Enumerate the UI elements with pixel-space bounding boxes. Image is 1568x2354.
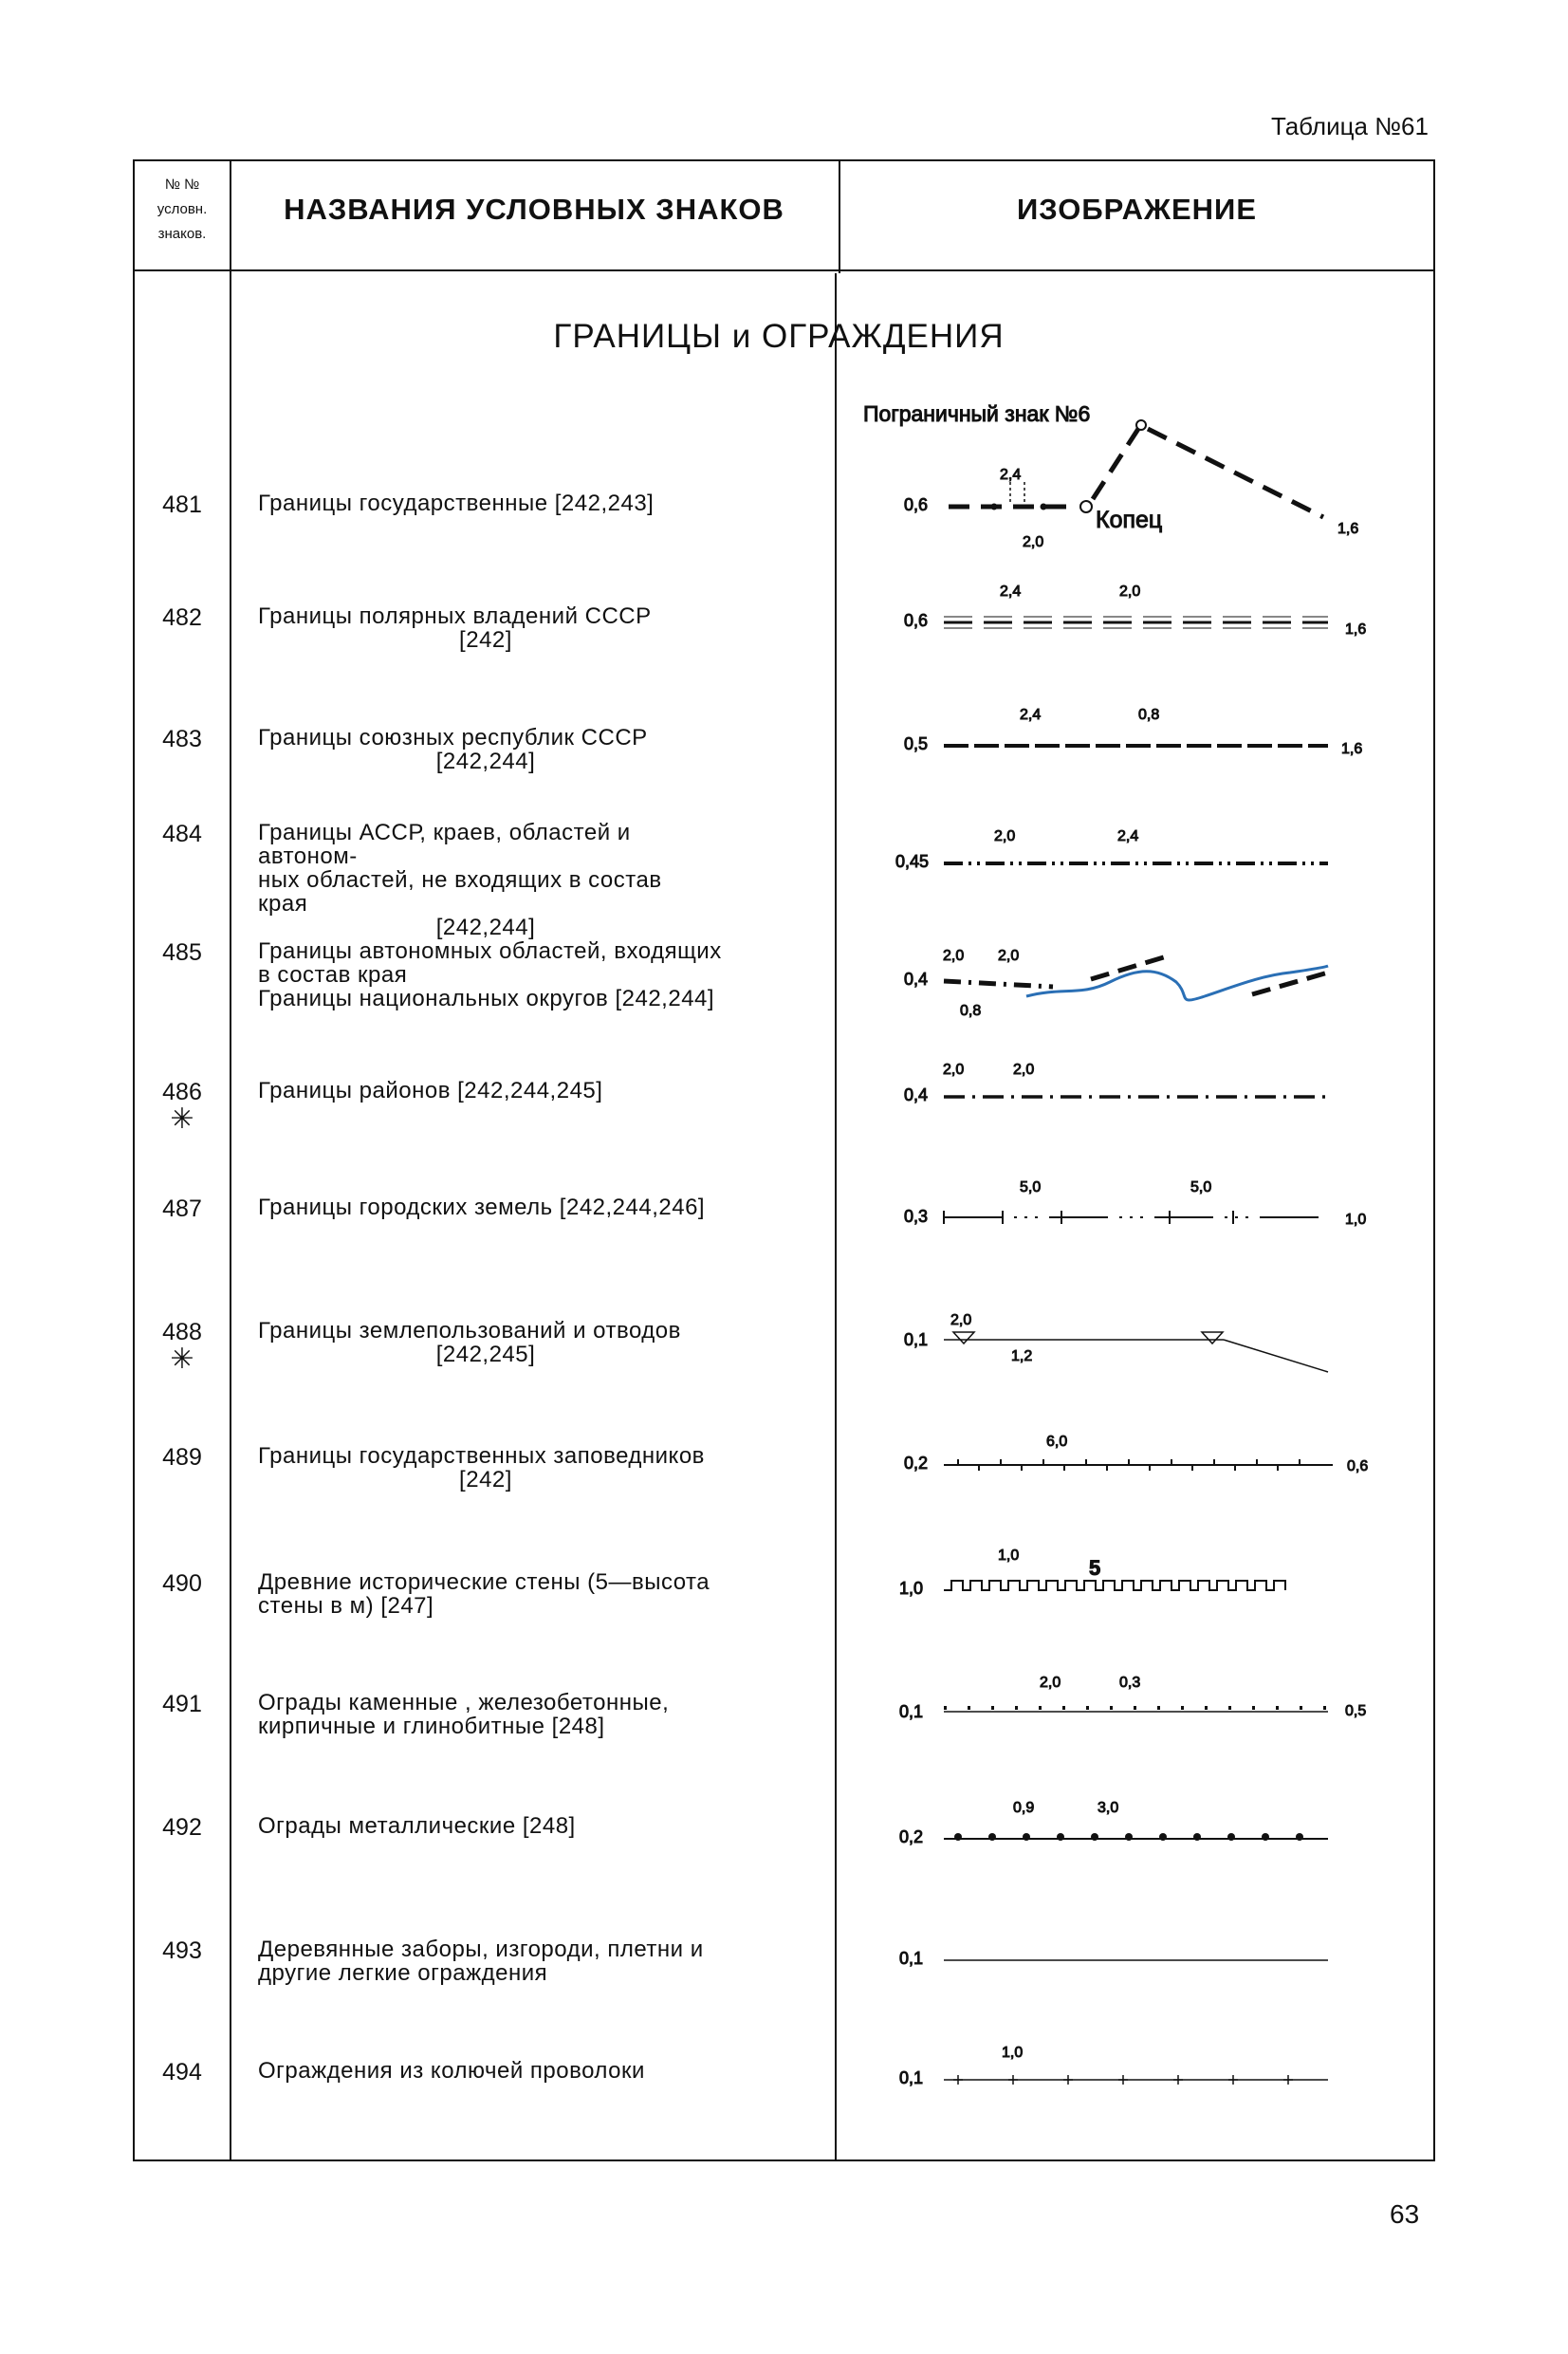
- row-name-line: Границы полярных владений СССР: [258, 603, 652, 629]
- symbol-489: [904, 1434, 1368, 1474]
- symbol-484: [895, 828, 1328, 871]
- dim-label: 2,0: [998, 948, 1020, 964]
- row-number: 489: [162, 1444, 202, 1471]
- header-num-line1: № №: [164, 176, 200, 193]
- symbol-482: [904, 584, 1366, 638]
- dim-label: 5,0: [1020, 1179, 1042, 1196]
- line-width-label: 0,5: [904, 734, 929, 753]
- row-number: 493: [162, 1937, 202, 1964]
- dim-label: 6,0: [1046, 1434, 1068, 1450]
- header-image-column: ИЗОБРАЖЕНИЕ: [1016, 193, 1258, 226]
- page-number: 63: [1390, 2199, 1420, 2229]
- row-name-line: [242]: [459, 1467, 512, 1492]
- row-name-line: Ограждения из колючей проволоки: [258, 2058, 645, 2084]
- row-name-line: Границы государственные [242,243]: [258, 491, 655, 516]
- row-name-line: стены в м) [247]: [258, 1593, 434, 1619]
- row-name-line: Границы союзных республик СССР: [258, 725, 648, 751]
- row-name-line: [242]: [459, 627, 512, 653]
- dim-label: 1,2: [1011, 1348, 1033, 1364]
- line-width-label: 0,1: [899, 2068, 924, 2087]
- asterisk-mark: ✳: [170, 1103, 194, 1135]
- dim-label: 1,6: [1345, 621, 1367, 638]
- line-width-label: 0,45: [895, 852, 930, 871]
- dim-label: 1,6: [1337, 521, 1359, 537]
- kopets-label: Копец: [1096, 507, 1163, 533]
- dim-label: 2,0: [1040, 1675, 1061, 1691]
- row-number: 487: [162, 1196, 202, 1222]
- dim-label: 0,5: [1345, 1703, 1367, 1719]
- symbol-483: [904, 707, 1362, 757]
- row-number: 491: [162, 1691, 202, 1717]
- line-width-label: 0,1: [904, 1330, 929, 1349]
- row-name-line: ных областей, не входящих в состав края: [258, 867, 662, 917]
- dim-label: 0,8: [960, 1003, 982, 1019]
- row-name-line: Границы национальных округов [242,244]: [258, 986, 715, 1011]
- line-width-label: 0,4: [904, 970, 929, 989]
- dim-label: 0,3: [1119, 1675, 1141, 1691]
- row-number: 488: [162, 1319, 202, 1345]
- asterisk-mark: ✳: [170, 1344, 194, 1375]
- line-width-label: 1,0: [899, 1579, 924, 1598]
- row-name-line: Границы районов [242,244,245]: [258, 1078, 603, 1103]
- dim-label: 2,0: [1023, 534, 1044, 550]
- border-sign-label: Пограничный знак №6: [863, 401, 1091, 426]
- dim-label: 2,0: [943, 948, 965, 964]
- symbol-481: [863, 401, 1358, 550]
- dim-label: 2,4: [1000, 584, 1022, 600]
- symbol-486: [904, 1062, 1328, 1104]
- dim-label: 2,0: [1013, 1062, 1035, 1078]
- wall-height-label: 5: [1089, 1556, 1101, 1580]
- dim-label: 2,0: [994, 828, 1016, 844]
- dim-label: 2,4: [1117, 828, 1139, 844]
- header-num-line3: знаков.: [157, 226, 207, 242]
- dim-label: 2,0: [1119, 584, 1141, 600]
- dim-label: 2,0: [943, 1062, 965, 1078]
- row-number: 486: [162, 1079, 202, 1105]
- row-name-line: Границы АССР, краев, областей и автоном-: [258, 820, 631, 869]
- row-number: 482: [162, 604, 202, 631]
- header-num-line2: условн.: [157, 201, 208, 217]
- symbol-487: [904, 1179, 1366, 1228]
- section-title: ГРАНИЦЫ и ОГРАЖДЕНИЯ: [553, 318, 1005, 355]
- row-number: 485: [162, 939, 202, 966]
- dim-label: 0,9: [1013, 1800, 1035, 1816]
- row-name-line: [242,245]: [435, 1342, 536, 1367]
- dim-label: 5,0: [1190, 1179, 1212, 1196]
- row-name-line: Границы землепользований и отводов: [258, 1318, 681, 1344]
- dim-label: 1,6: [1341, 741, 1363, 757]
- row-number: 492: [162, 1814, 202, 1841]
- symbol-494: [899, 2045, 1328, 2087]
- line-width-label: 0,2: [899, 1827, 924, 1846]
- header-names-column: НАЗВАНИЯ УСЛОВНЫХ ЗНАКОВ: [284, 193, 784, 226]
- dim-label: 1,0: [1345, 1212, 1367, 1228]
- dim-label: 2,4: [1000, 467, 1022, 483]
- table-label: Таблица №61: [1271, 112, 1429, 140]
- symbol-492: [899, 1800, 1328, 1846]
- row-name-line: [242,244]: [435, 749, 536, 774]
- line-width-label: 0,6: [904, 495, 929, 514]
- row-name-line: кирпичные и глинобитные [248]: [258, 1714, 605, 1739]
- dim-label: 0,8: [1138, 707, 1160, 723]
- row-number: 490: [162, 1570, 202, 1597]
- row-name-line: Деревянные заборы, изгороди, плетни и: [258, 1937, 704, 1962]
- row-name-line: Границы автономных областей, входящих: [258, 938, 722, 964]
- dim-label: 2,4: [1020, 707, 1042, 723]
- river-line: [1026, 966, 1328, 1000]
- row-name-line: [242,244]: [435, 915, 536, 940]
- dim-label: 0,6: [1347, 1458, 1369, 1474]
- symbol-491: [899, 1675, 1366, 1721]
- line-width-label: 0,3: [904, 1207, 929, 1226]
- line-width-label: 0,1: [899, 1949, 924, 1968]
- symbol-490: [899, 1548, 1285, 1598]
- row-name-line: Ограды каменные , железобетонные,: [258, 1690, 670, 1715]
- line-width-label: 0,1: [899, 1702, 924, 1721]
- row-number: 481: [162, 491, 202, 518]
- line-width-label: 0,6: [904, 611, 929, 630]
- row-number: 494: [162, 2059, 202, 2085]
- row-name-line: Границы государственных заповедников: [258, 1443, 705, 1469]
- row-name-line: другие легкие ограждения: [258, 1960, 548, 1986]
- dim-label: 1,0: [1002, 2045, 1024, 2061]
- line-width-label: 0,2: [904, 1454, 929, 1473]
- row-name-line: Границы городских земель [242,244,246]: [258, 1195, 706, 1220]
- row-number: 483: [162, 726, 202, 752]
- symbol-485: [904, 948, 1328, 1019]
- symbol-488: [904, 1312, 1328, 1372]
- row-name-line: в состав края: [258, 962, 408, 988]
- dim-label: 3,0: [1098, 1800, 1119, 1816]
- dim-label: 2,0: [950, 1312, 972, 1328]
- row-name-line: Древние исторические стены (5—высота: [258, 1569, 710, 1595]
- dim-label: 1,0: [998, 1548, 1020, 1564]
- row-number: 484: [162, 821, 202, 847]
- row-name-line: Ограды металлические [248]: [258, 1813, 576, 1839]
- line-width-label: 0,4: [904, 1085, 929, 1104]
- symbol-493: [899, 1949, 1328, 1968]
